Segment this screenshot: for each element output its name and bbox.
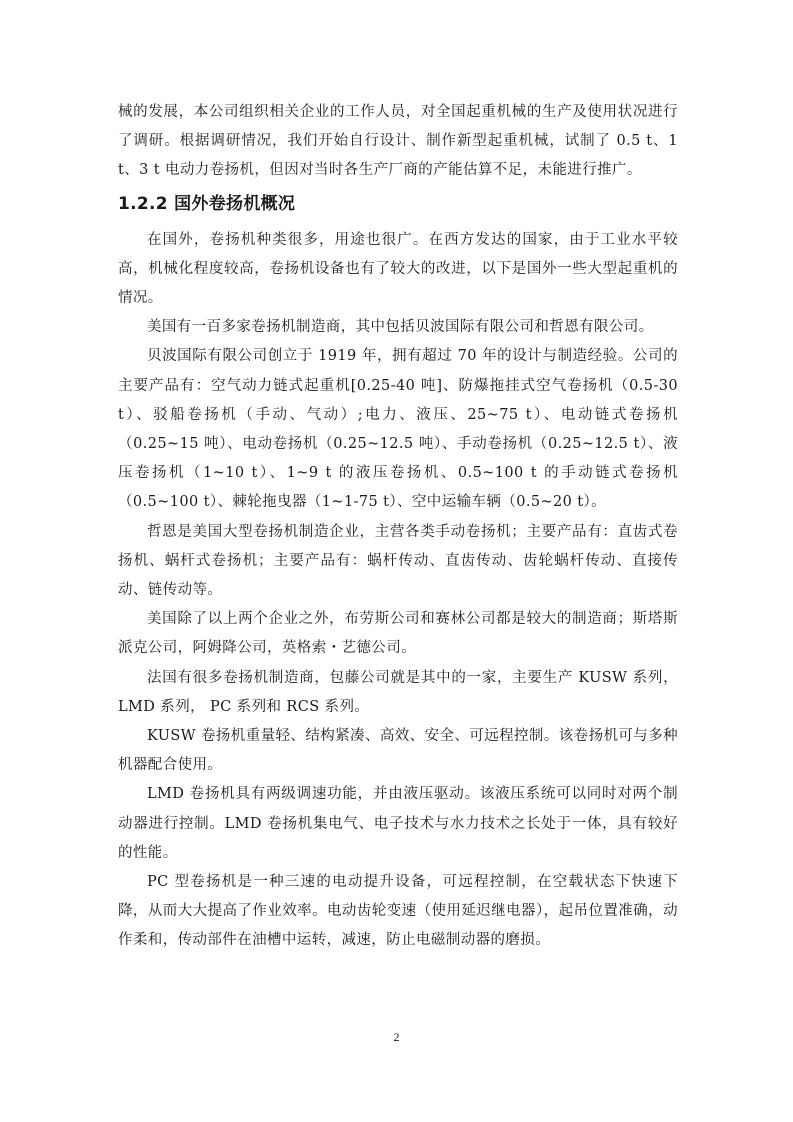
paragraph-france: 法国有很多卷扬机制造商，包藤公司就是其中的一家，主要生产 KUSW 系列，LMD 系列， PC 系列和 RCS 系列。	[118, 669, 678, 715]
paragraph-kusw: KUSW 卷扬机重量轻、结构紧凑、高效、安全、可远程控制。该卷扬机可与多种机器配合使用。	[118, 728, 678, 774]
continued-paragraph: 械的发展，本公司组织相关企业的工作人员，对全国起重机械的生产及使用状况进行了调研。根据调研情况，我们开始自行设计、制作新型起重机械，试制了 0.5 t、1 t、3 t 电动力卷扬机，但因对当时各生产厂商的产能估算不足，未能进行推广。	[118, 104, 678, 179]
paragraph-us-manufacturers: 美国有一百多家卷扬机制造商，其中包括贝波国际有限公司和哲恩有限公司。	[147, 319, 654, 336]
paragraph-other-us: 美国除了以上两个企业之外，布劳斯公司和赛林公司都是较大的制造商；斯塔斯派克公司，阿姆降公司，英格索・艺德公司。	[118, 611, 678, 657]
page-body	[118, 98, 678, 956]
paragraph-intro: 在国外，卷扬机种类很多，用途也很广。在西方发达的国家，由于工业水平较高，机械化程度较高，卷扬机设备也有了较大的改进，以下是国外一些大型起重机的情况。	[118, 231, 678, 307]
page-number: 2	[393, 1030, 400, 1044]
paragraph-lmd: LMD 卷扬机具有两级调速功能，并由液压驱动。该液压系统可以同时对两个制动器进行控制。LMD 卷扬机集电气、电子技术与水力技术之长处于一体，具有较好的性能。	[118, 786, 678, 861]
paragraph-zheen: 哲恩是美国大型卷扬机制造企业，主营各类手动卷扬机；主要产品有：直齿式卷扬机、蜗杆式卷扬机；主要产品有：蜗杆传动、直齿传动、齿轮蜗杆传动、直接传动、链传动等。	[118, 523, 678, 599]
paragraph-pc: PC 型卷扬机是一种三速的电动提升设备，可远程控制，在空载状态下快速下降，从而大大提高了作业效率。电动齿轮变速（使用延迟继电器），起吊位置准确，动作柔和，传动部件在油槽中运转，减速，防止电磁制动器的磨损。	[118, 874, 678, 949]
paragraph-beibo: 贝波国际有限公司创立于 1919 年，拥有超过 70 年的设计与制造经验。公司的主要产品有：空气动力链式起重机[0.25-40 吨]、防爆拖挂式空气卷扬机（0.5-30 t）、驳船卷扬机（手动、气动）;电力、液压、25~75 t）、电动链式卷扬机（0.25~15 吨）、电动卷扬机（0.25~12.5 吨）、手动卷扬机（0.25~12.5 t）、液压卷扬机（1~10 t）、1~9 t 的液压卷扬机、0.5~100 t 的手动链式卷扬机（0.5~100 t）、棘轮拖曳器（1~1-75 t）、空中运输车辆（0.5~20 t）。	[118, 348, 678, 511]
section-heading: 1.2.2 国外卷扬机概况	[118, 193, 296, 214]
